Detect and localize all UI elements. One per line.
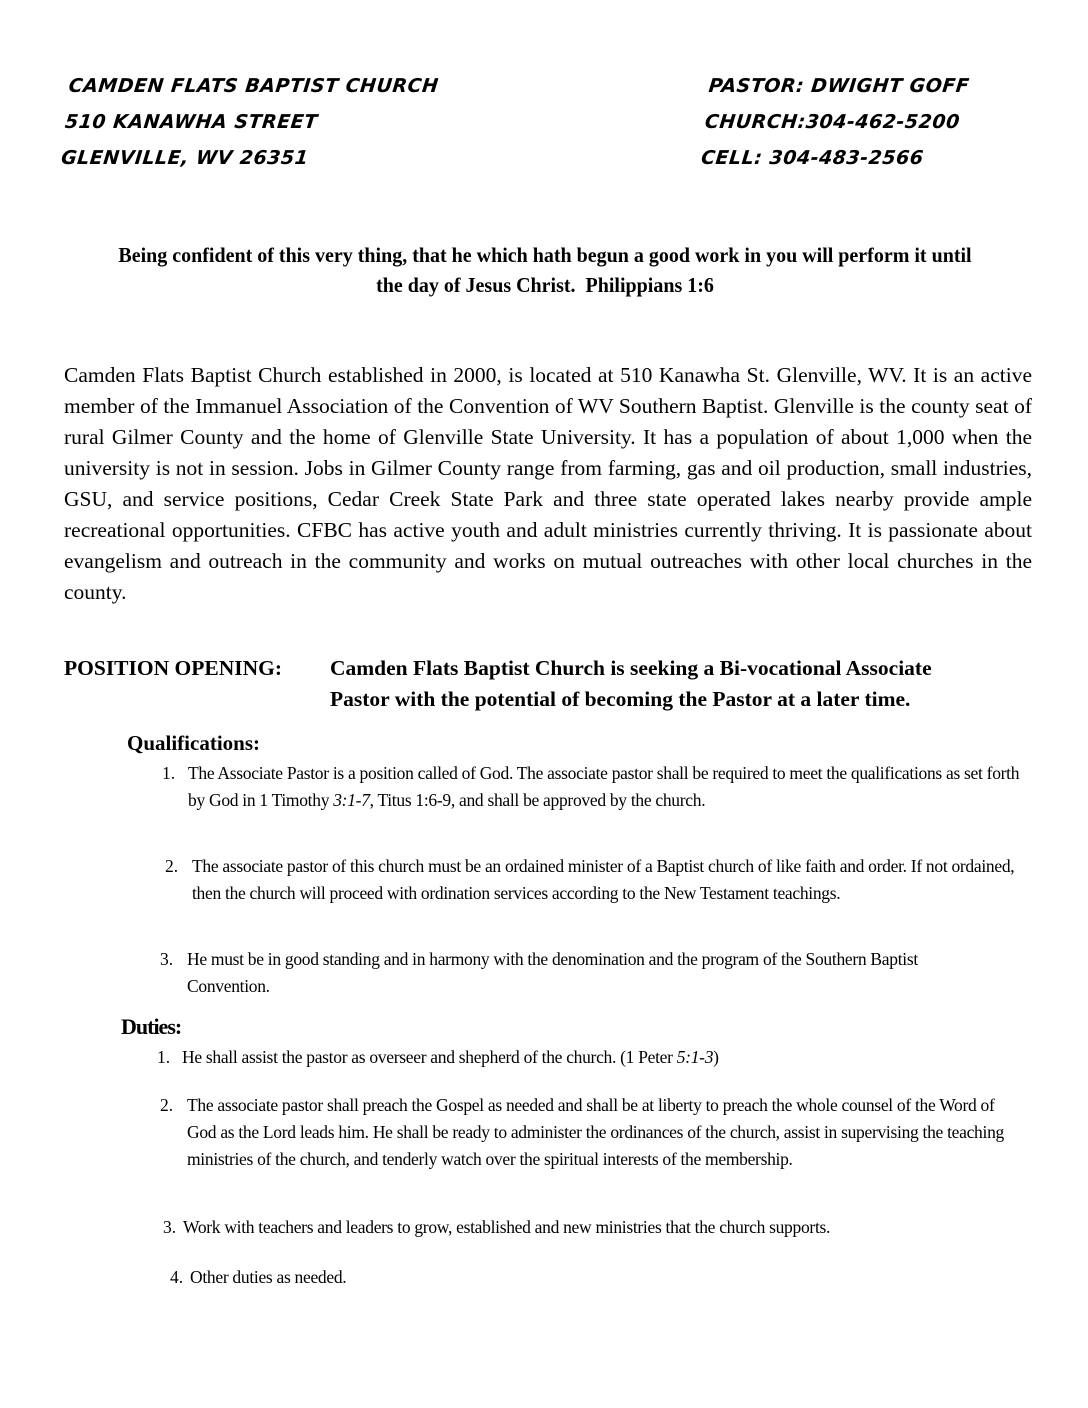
verse-reference: Philippians 1:6 (585, 273, 714, 297)
position-line-2: Pastor with the potential of becoming the Pastor at a later time. (330, 687, 911, 711)
item-number: 4. (170, 1267, 184, 1287)
cell-phone: CELL: 304-483-2566 (700, 147, 925, 169)
qualification-item (165, 853, 1030, 907)
item-text: Other duties as needed. (190, 1267, 347, 1287)
item-text: The associate pastor shall preach the Gospel as needed and shall be at liberty to preach the whole counsel of the Word of God as the Lord leads him. He shall be ready to administer the ordinances of the church, assist in supervising the teaching ministries of the church, and tenderly watch over the spiritual interests of the membership. (187, 1095, 1004, 1169)
verse-text: Being confident of this very thing, that he which hath begun a good work in you will perform it until the day of Jesus Christ. (118, 243, 972, 297)
item-number: 1. (162, 763, 176, 783)
church-name: CAMDEN FLATS BAPTIST CHURCH (67, 75, 440, 97)
church-intro-paragraph: Camden Flats Baptist Church established in 2000, is located at 510 Kanawha St. Glenville, WV. It is an active member of the Immanuel Association of the Convention of WV Southern Baptist. Glenville is the county seat of rural Gilmer County and the home of Glenville State University. It has a population of about 1,000 when the university is not in session. Jobs in Gilmer County range from farming, gas and oil production, small industries, GSU, and service positions, Cedar Creek State Park and three state operated lakes nearby provide ample recreational opportunities. CFBC has active youth and adult ministries currently thriving. It is passionate about evangelism and outreach in the community and works on mutual outreaches with other local churches in the county. (64, 363, 1032, 604)
item-number: 1. (157, 1047, 171, 1067)
qualifications-heading: Qualifications: (127, 731, 261, 755)
duty-item (163, 1214, 1043, 1241)
item-number: 2. (165, 856, 179, 876)
duty-item (157, 1044, 1017, 1071)
position-opening (64, 653, 1044, 715)
item-number: 3. (163, 1217, 177, 1237)
position-label: POSITION OPENING: (64, 656, 283, 680)
item-text: He must be in good standing and in harmony with the denomination and the program of the Southern Baptist Convention. (187, 949, 918, 996)
item-number: 2. (160, 1095, 174, 1115)
qualification-item (162, 760, 1022, 814)
church-phone: CHURCH:304-462-5200 (703, 111, 961, 133)
duties-heading: Duties: (121, 1014, 182, 1039)
item-text: He shall assist the pastor as overseer and shepherd of the church. (1 Peter 5:1-3) (182, 1047, 719, 1067)
church-address-block (59, 68, 440, 176)
item-number: 3. (160, 949, 174, 969)
scripture-reference: 3:1-7 (333, 790, 370, 810)
church-street: 510 KANAWHA STREET (63, 111, 319, 133)
scripture-reference: 5:1-3 (676, 1047, 714, 1067)
item-text: Work with teachers and leaders to grow, established and new ministries that the church supports. (183, 1217, 831, 1237)
item-text: The associate pastor of this church must be an ordained minister of a Baptist church of like faith and order. If not ordained, then the church will proceed with ordination services according to the New Testament teachings. (192, 856, 1015, 903)
position-line-1: Camden Flats Baptist Church is seeking a Bi-vocational Associate (330, 656, 932, 680)
item-text: The Associate Pastor is a position called of God. The associate pastor shall be required to meet the qualifications as set forth by God in 1 Timothy 3:1-7, Titus 1:6-9, and shall be approved by the church. (188, 763, 1020, 810)
qualification-item (160, 946, 980, 1000)
church-city-state-zip: GLENVILLE, WV 26351 (60, 147, 310, 169)
scripture-verse (113, 240, 978, 300)
duty-item (160, 1092, 1025, 1173)
pastor-contact-block (699, 68, 971, 176)
pastor-name: PASTOR: DWIGHT GOFF (707, 75, 971, 97)
duty-item (170, 1264, 770, 1291)
